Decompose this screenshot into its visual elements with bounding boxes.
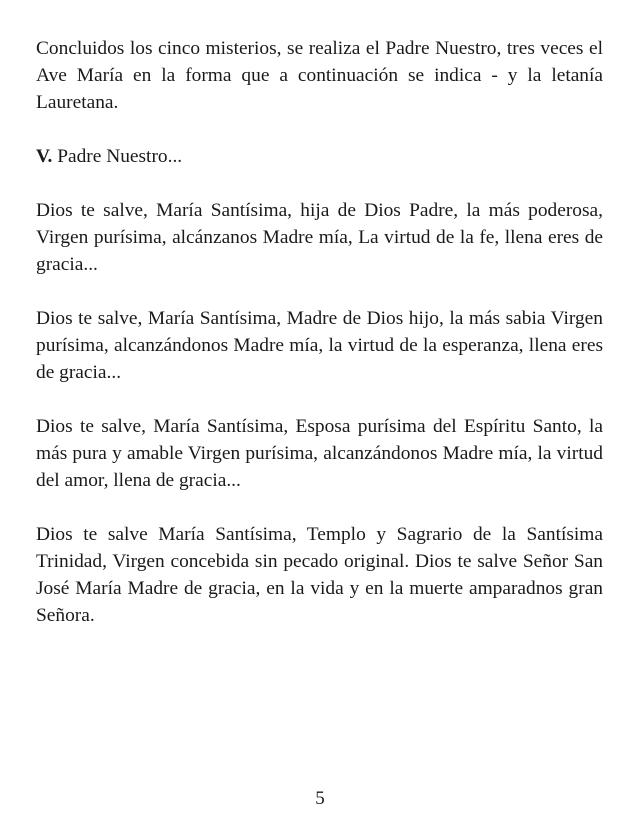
versicle-paragraph — [36, 143, 603, 170]
prayer-paragraph-hope: Dios te salve, María Santísima, Madre de Dios hijo, la más sabia Virgen purísima, alcanzándonos Madre mía, la virtud de la esperanza, llena eres de gracia... — [36, 308, 603, 383]
closing-line-trinity: Dios te salve María Santísima, Templo y Sagrario de la Santísima Trinidad, Virgen concebida sin pecado original. — [36, 524, 603, 572]
prayer-paragraph-love: Dios te salve, María Santísima, Esposa purísima del Espíritu Santo, la más pura y amable Virgen purísima, alcanzándonos Madre mía, la virtud del amor, llena de gracia... — [36, 416, 603, 491]
versicle-marker: V. — [36, 146, 53, 167]
page-number: 5 — [315, 788, 325, 809]
intro-paragraph: Concluidos los cinco misterios, se realiza el Padre Nuestro, tres veces el Ave María en la forma que a continuación se indica - y la letanía Lauretana. — [36, 38, 603, 113]
versicle-text: Padre Nuestro... — [52, 146, 183, 167]
page-content — [36, 35, 603, 629]
prayer-paragraph-faith: Dios te salve, María Santísima, hija de Dios Padre, la más poderosa, Virgen purísima, alcánzanos Madre mía, La virtud de la fe, llena eres de gracia... — [36, 200, 603, 275]
closing-paragraph — [36, 521, 603, 629]
closing-line-jose: Dios te salve Señor San José María Madre de gracia, en la vida y en la muerte amparadnos gran Señora. — [36, 551, 603, 626]
